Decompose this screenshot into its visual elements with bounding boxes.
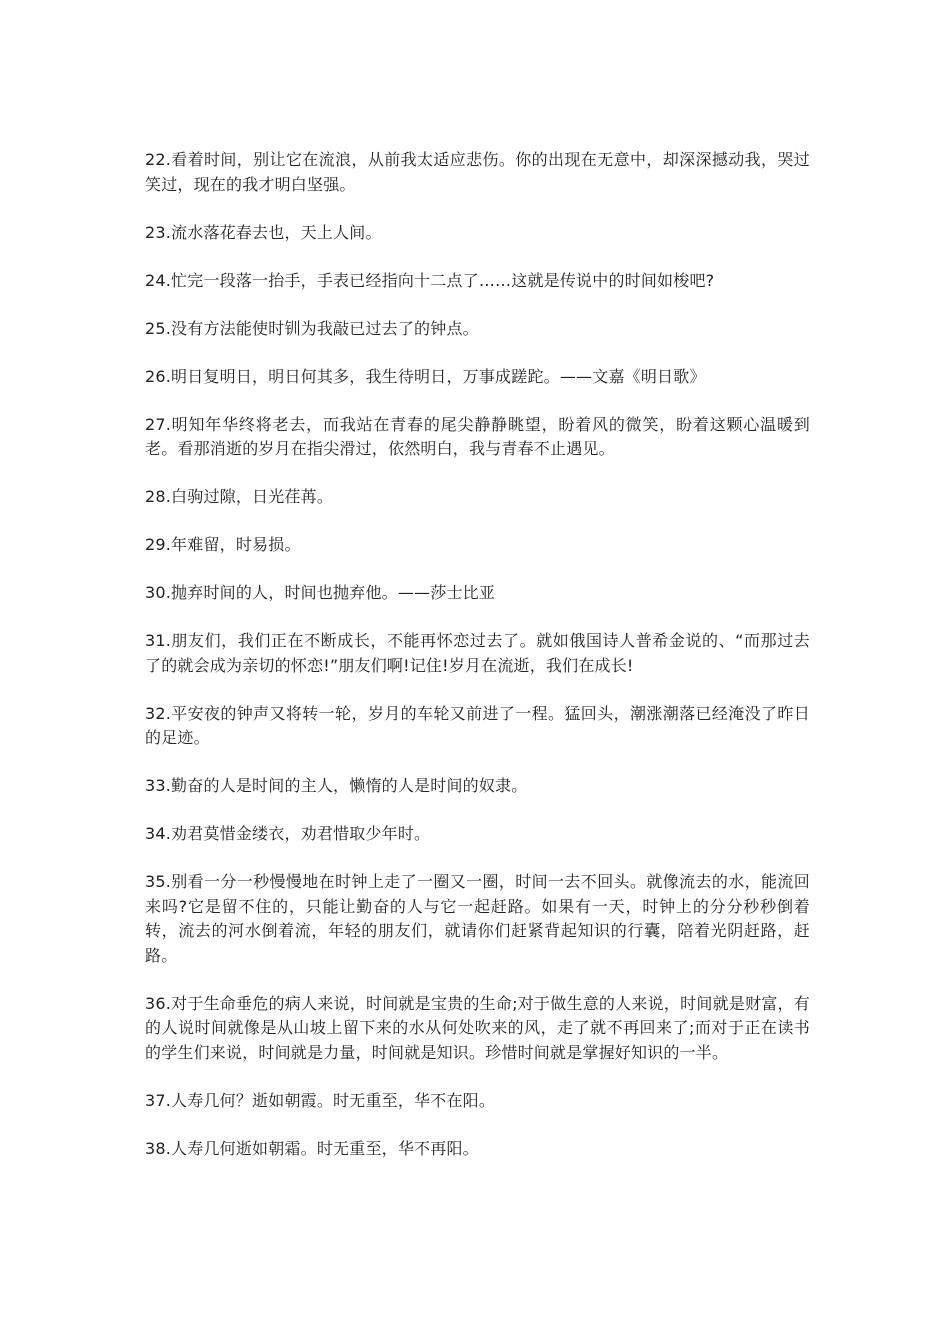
quote-22: 22.看着时间，别让它在流浪，从前我太适应悲伤。你的出现在无意中，却深深撼动我，哭过笑过，现在的我才明白坚强。 bbox=[145, 150, 810, 194]
quote-33: 33.勤奋的人是时间的主人，懒惰的人是时间的奴隶。 bbox=[145, 776, 528, 795]
quote-32: 32.平安夜的钟声又将转一轮，岁月的车轮又前进了一程。猛回头，潮涨潮落已经淹没了昨日的足迹。 bbox=[145, 703, 810, 747]
quote-24: 24.忙完一段落一抬手，手表已经指向十二点了……这就是传说中的时间如梭吧? bbox=[145, 270, 715, 290]
quote-31: 31.朋友们，我们正在不断成长，不能再怀恋过去了。就如俄国诗人普希金说的、“而那过去了的就会成为亲切的怀恋!”朋友们啊!记住!岁月在流逝，我们在成长! bbox=[145, 631, 810, 675]
quote-23: 23.流水落花春去也，天上人间。 bbox=[145, 222, 382, 242]
quote-25: 25.没有方法能使时钏为我敲已过去了的钟点。 bbox=[145, 318, 479, 338]
quote-34: 34.劝君莫惜金缕衣，劝君惜取少年时。 bbox=[145, 824, 431, 843]
quote-29: 29.年难留，时易损。 bbox=[145, 535, 301, 554]
quote-38: 38.人寿几何逝如朝霜。时无重至，华不再阳。 bbox=[145, 1138, 479, 1158]
quote-35: 35.别看一分一秒慢慢地在时钟上走了一圈又一圈，时间一去不回头。就像流去的水，能流回来吗?它是留不住的，只能让勤奋的人与它一起赶路。如果有一天，时钟上的分分秒秒倒着转，流去的河水倒着流，年轻的朋友们，就请你们赶紧背起知识的行囊，陪着光阴赶路，赶路。 bbox=[145, 872, 810, 965]
quote-26: 26.明日复明日，明日何其多，我生待明日，万事成蹉跎。——文嘉《明日歌》 bbox=[145, 366, 706, 386]
quote-27: 27.明知年华终将老去，而我站在青春的尾尖静静眺望，盼着风的微笑，盼着这颗心温暖到老。看那消逝的岁月在指尖滑过，依然明白，我与青春不止遇见。 bbox=[145, 414, 810, 458]
quote-list bbox=[145, 148, 810, 1185]
quote-28: 28.白驹过隙，日光荏苒。 bbox=[145, 487, 334, 506]
quote-36: 36.对于生命垂危的病人来说，时间就是宝贵的生命;对于做生意的人来说，时间就是财富，有的人说时间就像是从山坡上留下来的水从何处吹来的风，走了就不再回来了;而对于正在读书的学生们来说，时间就是力量，时间就是知识。珍惜时间就是掌握好知识的一半。 bbox=[145, 993, 810, 1062]
quote-37: 37.人寿几何？逝如朝霞。时无重至，华不在阳。 bbox=[145, 1090, 496, 1110]
quote-30: 30.抛弃时间的人，时间也抛弃他。——莎士比亚 bbox=[145, 583, 496, 602]
